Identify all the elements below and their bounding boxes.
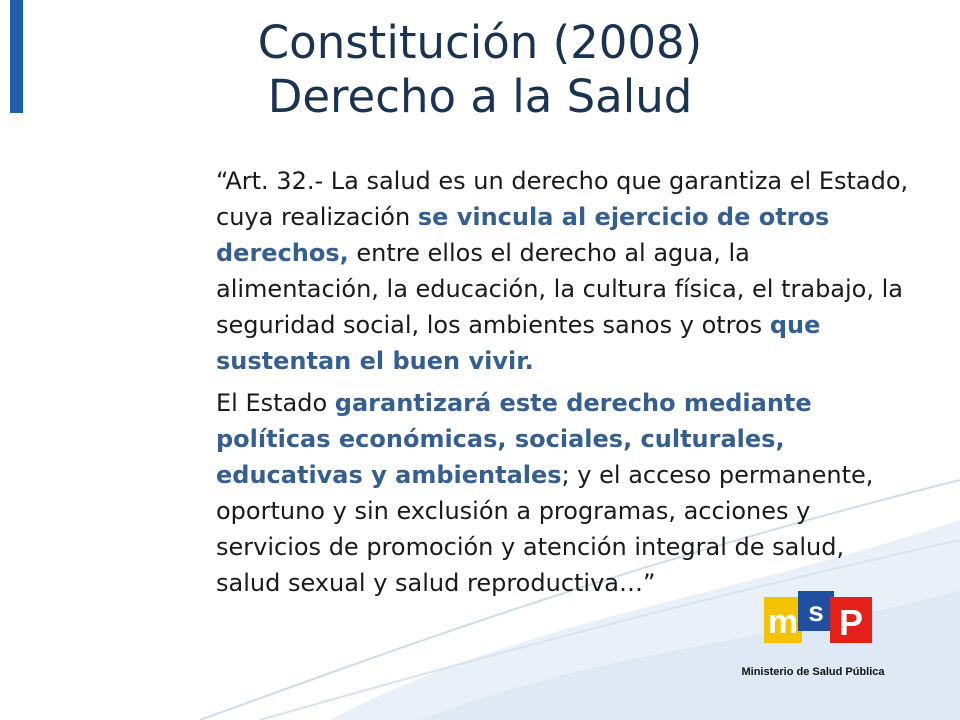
svg-text:s: s <box>808 596 824 627</box>
page-title <box>0 16 960 124</box>
p1-text-c: entre ellos el derecho al agua, la alimentación, la educación, la cultura física, el trabajo, la seguridad social, los ambientes sanos y otros <box>216 239 903 339</box>
p1-text-a: “Art. 32.- La salud es un derecho que garantiza el Estado, cuya realización <box>216 167 909 231</box>
title-line-2: Derecho a la Salud <box>267 70 693 123</box>
p2-text-a: El Estado <box>216 389 335 417</box>
logo-caption: Ministerio de Salud Pública <box>741 666 885 678</box>
p1-highlight-1: se vincula al ejercicio de otros derechos, <box>216 203 830 267</box>
msp-logo-mark <box>764 591 872 649</box>
article-text <box>216 163 916 607</box>
svg-text:m: m <box>767 603 799 641</box>
p2-text-c: ; y el acceso permanente, oportuno y sin exclusión a programas, acciones y servicios de promoción y atención integral de salud, salud sexual y salud reproductiva…” <box>216 461 874 597</box>
p2-highlight: garantizará este derecho mediante políticas económicas, sociales, culturales, educativas y ambientales <box>216 389 812 489</box>
msp-logo <box>740 586 890 690</box>
p1-highlight-2: que sustentan el buen vivir. <box>216 311 821 375</box>
title-line-1: Constitución (2008) <box>257 16 703 69</box>
paragraph-2 <box>216 385 916 601</box>
paragraph-1 <box>216 163 916 379</box>
svg-text:P: P <box>838 602 864 643</box>
